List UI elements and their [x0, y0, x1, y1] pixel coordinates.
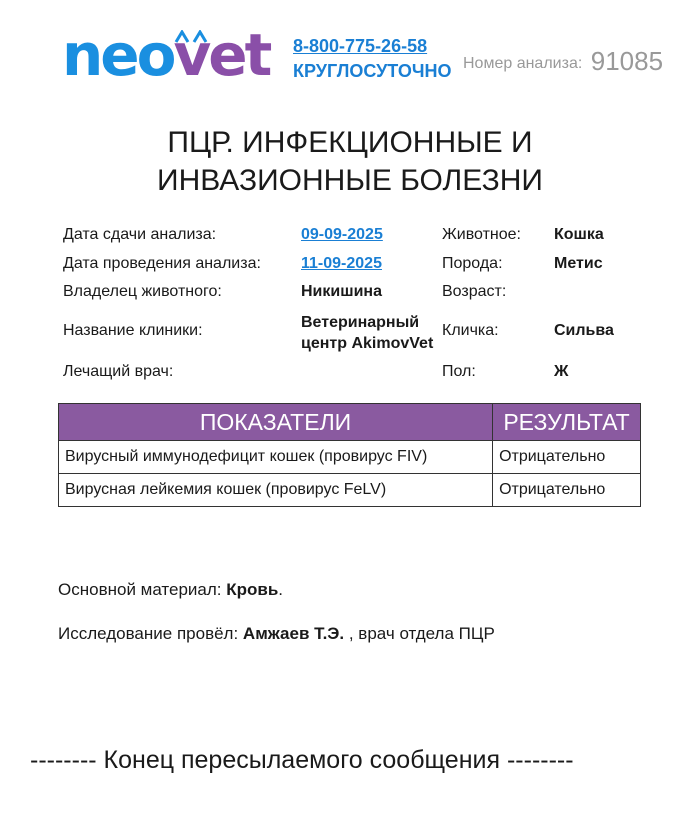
neovet-logo [62, 21, 270, 89]
column-header-indicators: ПОКАЗАТЕЛИ [59, 404, 493, 441]
submit-date-label: Дата сдачи анализа: [63, 226, 217, 243]
material-line [58, 580, 283, 600]
animal-value: Кошка [554, 226, 604, 243]
logo-neo-text: neo [62, 21, 174, 89]
test-date-link[interactable]: 11-09-2025 [301, 255, 382, 272]
indicator-cell: Вирусная лейкемия кошек (провирус FeLV) [59, 474, 493, 507]
pet-name-value: Сильва [554, 322, 614, 339]
analysis-number-label: Номер анализа: [463, 55, 583, 72]
owner-value: Никишина [301, 283, 382, 300]
contact-block [293, 36, 452, 82]
forwarded-message-end: -------- Конец пересылаемого сообщения -------- [30, 746, 574, 774]
material-label: Основной материал: [58, 580, 227, 599]
clinic-line-2: центр AkimovVet [301, 335, 434, 352]
researcher-name: Амжаев Т.Э. [242, 624, 345, 643]
cat-ears-icon [174, 30, 208, 44]
table-row [59, 441, 641, 474]
logo-vet-text: vet [173, 21, 270, 89]
hours-text: КРУГЛОСУТОЧНО [293, 61, 452, 81]
test-date-label: Дата проведения анализа: [63, 255, 261, 272]
material-value: Кровь [226, 580, 279, 599]
submit-date-link[interactable]: 09-09-2025 [301, 226, 383, 243]
clinic-value [301, 312, 433, 354]
clinic-label: Название клиники: [63, 322, 203, 339]
animal-label: Животное: [442, 226, 521, 243]
breed-value: Метис [554, 255, 603, 272]
indicator-cell: Вирусный иммунодефицит кошек (провирус FIV) [59, 441, 493, 474]
title-line-1: ПЦР. ИНФЕКЦИОННЫЕ И [167, 126, 533, 159]
breed-label: Порода: [442, 255, 503, 272]
page-title [0, 124, 700, 200]
pet-name-label: Кличка: [442, 322, 499, 339]
table-header-row [59, 404, 641, 441]
researcher-suffix: , врач отдела ПЦР [344, 624, 495, 643]
column-header-result: РЕЗУЛЬТАТ [493, 404, 641, 441]
material-suffix: . [278, 580, 284, 599]
sex-value: Ж [554, 363, 569, 380]
researcher-line [58, 624, 495, 644]
age-label: Возраст: [442, 283, 507, 300]
owner-label: Владелец животного: [63, 283, 222, 300]
sex-label: Пол: [442, 363, 476, 380]
analysis-number-value: 91085 [590, 46, 664, 76]
analysis-number [463, 44, 663, 75]
results-table [58, 403, 641, 507]
doctor-label: Лечащий врач: [63, 363, 174, 380]
result-cell: Отрицательно [493, 474, 641, 507]
researcher-label: Исследование провёл: [58, 624, 243, 643]
table-row [59, 474, 641, 507]
title-line-2: ИНВАЗИОННЫЕ БОЛЕЗНИ [157, 164, 543, 197]
result-cell: Отрицательно [493, 441, 641, 474]
phone-link[interactable]: 8-800-775-26-58 [293, 36, 428, 56]
clinic-line-1: Ветеринарный [301, 314, 420, 331]
